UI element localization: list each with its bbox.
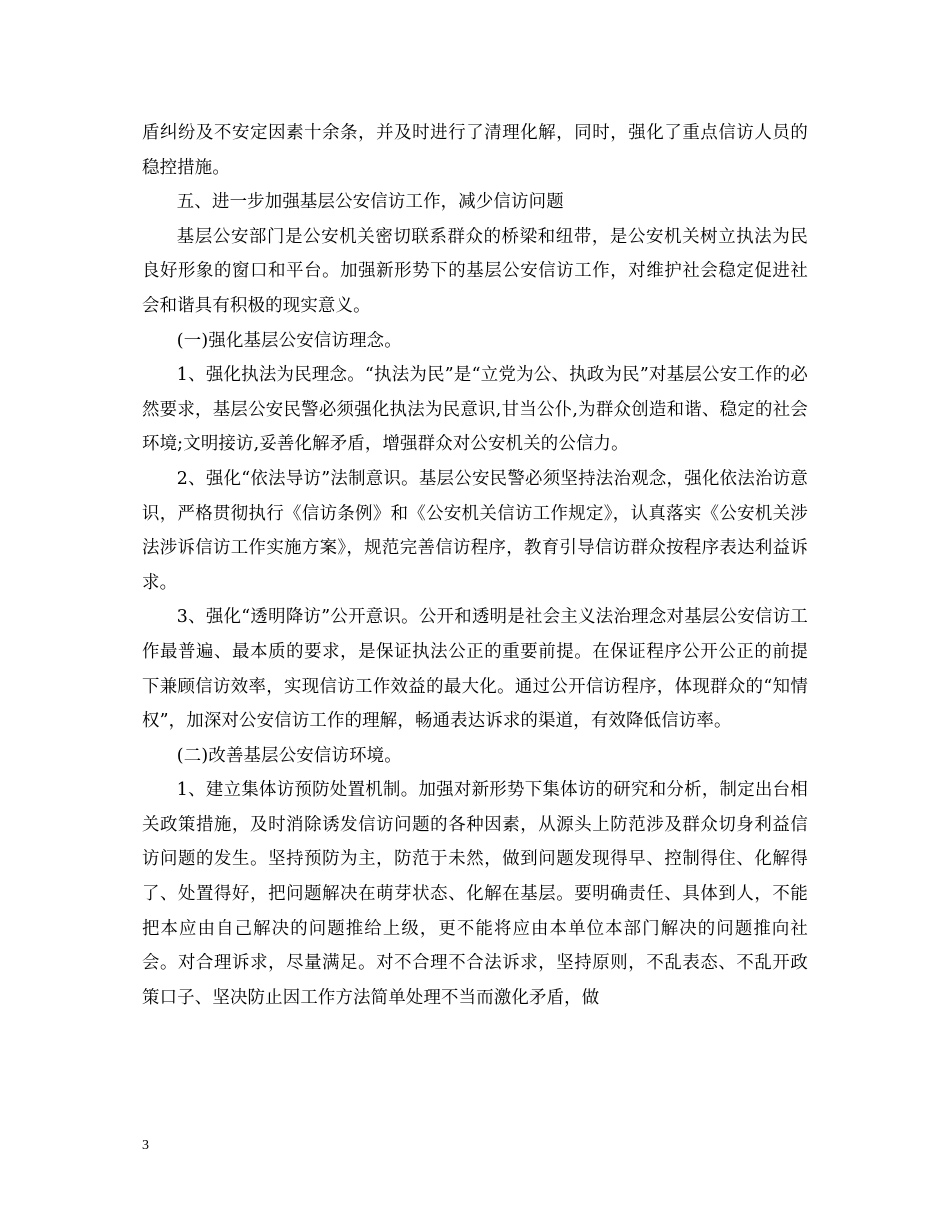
section-heading-five: 五、进一步加强基层公安信访工作，减少信访问题 — [176, 192, 564, 213]
paragraph-continuation: 盾纠纷及不安定因素十余条，并及时进行了清理化解，同时，强化了重点信访人员的稳控措施。 — [142, 123, 808, 178]
paragraph-item-3: 3、强化“透明降访”公开意识。公开和透明是社会主义法治理念对基层公安信访工作最普遍、最本质的要求，是保证执法公正的重要前提。在保证程序公开公正的前提下兼顾信访效率，实现信访工作效益的最大化。通过公开信访程序，体现群众的“知情权”，加深对公安信访工作的理解，畅通表达诉求的渠道，有效降低信访率。 — [142, 607, 808, 732]
paragraph-intro: 基层公安部门是公安机关密切联系群众的桥梁和纽带，是公安机关树立执法为民良好形象的窗口和平台。加强新形势下的基层公安信访工作，对维护社会稳定促进社会和谐具有积极的现实意义。 — [142, 226, 808, 316]
paragraph-item-1: 1、强化执法为民理念。“执法为民”是“立党为公、执政为民”对基层公安工作的必然要求，基层公安民警必须强化执法为民意识,甘当公仆,为群众创造和谐、稳定的社会环境;文明接访,妥善化解矛盾，增强群众对公安机关的公信力。 — [142, 365, 808, 455]
subsection-heading-one: (一)强化基层公安信访理念。 — [176, 330, 402, 351]
page-number: 3 — [142, 1138, 149, 1153]
document-body — [142, 116, 808, 1015]
paragraph-item-4: 1、建立集体访预防处置机制。加强对新形势下集体访的研究和分析，制定出台相关政策措施，及时消除诱发信访问题的各种因素，从源头上防范涉及群众切身利益信访问题的发生。坚持预防为主，防范于未然，做到问题发现得早、控制得住、化解得了、处置得好，把问题解决在萌芽状态、化解在基层。要明确责任、具体到人，不能把本应由自己解决的问题推给上级，更不能将应由本单位本部门解决的问题推向社会。对合理诉求，尽量满足。对不合理不合法诉求，坚持原则，不乱表态、不乱开政策口子、坚决防止因工作方法简单处理不当而激化矛盾，做 — [142, 780, 808, 1008]
paragraph-item-2: 2、强化“依法导访”法制意识。基层公安民警必须坚持法治观念，强化依法治访意识，严格贯彻执行《信访条例》和《公安机关信访工作规定》，认真落实《公安机关涉法涉诉信访工作实施方案》，规范完善信访程序，教育引导信访群众按程序表达利益诉求。 — [142, 468, 808, 593]
subsection-heading-two: (二)改善基层公安信访环境。 — [176, 745, 402, 766]
